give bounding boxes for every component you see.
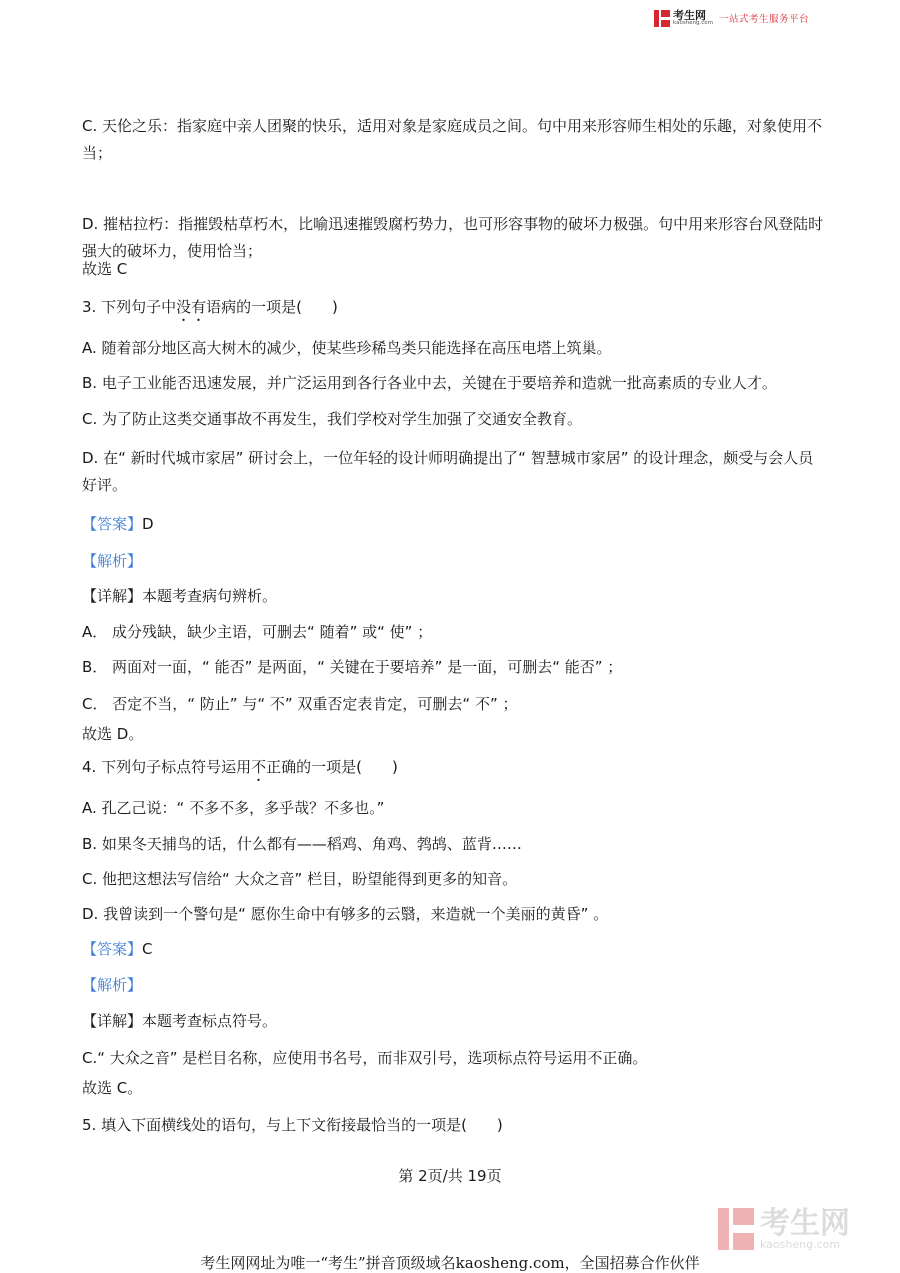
q4-option-b: B. 如果冬天捕鸟的话，什么都有——稻鸡、角鸡、鹁鸪、蓝背…… xyxy=(82,835,522,853)
conclusion-q3: 故选 D。 xyxy=(82,725,144,743)
logo-name: 考生网 xyxy=(673,8,706,22)
q4-option-d: D. 我曾读到一个警句是“ 愿你生命中有够多的云翳，来造就一个美丽的黄昏” 。 xyxy=(82,905,609,923)
watermark-domain: kaosheng.com xyxy=(760,1237,841,1251)
detail-q4-c: C.“ 大众之音” 是栏目名称，应使用书名号，而非双引号，选项标点符号运用不正确。 xyxy=(82,1049,648,1067)
conclusion-q4: 故选 C。 xyxy=(82,1079,143,1097)
detail-q3: 【详解】本题考查病句辨析。 xyxy=(82,587,278,605)
q3-option-c: C. 为了防止这类交通事故不再发生，我们学校对学生加强了交通安全教育。 xyxy=(82,410,583,428)
detail-q3-b: B． 两面对一面，“ 能否” 是两面，“ 关键在于要培养” 是一面，可删去“ 能否” ； xyxy=(82,658,623,676)
logo-slogan: 一站式考生服务平台 xyxy=(719,14,810,25)
q4-option-c: C. 他把这想法写信给“ 大众之音” 栏目，盼望能得到更多的知音。 xyxy=(82,870,518,888)
option-c-explanation: C. 天伦之乐：指家庭中亲人团聚的快乐，适用对象是家庭成员之间。句中用来形容师生相处的乐趣，对象使用不当； xyxy=(82,117,823,162)
emphasis-mark: 没有 xyxy=(176,298,207,316)
page-number: 第 2页/共 19页 xyxy=(398,1167,502,1185)
watermark-logo xyxy=(718,1205,850,1251)
header-logo xyxy=(654,8,809,28)
question-5: 5. 填入下面横线处的语句，与上下文衔接最恰当的一项是( ) xyxy=(82,1116,503,1134)
logo-domain: kaosheng.com xyxy=(673,19,714,26)
detail-q4: 【详解】本题考查标点符号。 xyxy=(82,1012,278,1030)
answer-q3: 【答案】D xyxy=(82,515,154,533)
kaosheng-watermark-icon xyxy=(718,1208,754,1250)
q3-option-a: A. 随着部分地区高大树木的减少，使某些珍稀鸟类只能选择在高压电塔上筑巢。 xyxy=(82,339,612,357)
detail-q3-a: A． 成分残缺，缺少主语，可删去“ 随着” 或“ 使” ； xyxy=(82,623,433,641)
analysis-label-q4: 【解析】 xyxy=(82,976,143,994)
q4-option-a: A. 孔乙己说：“ 不多不多，多乎哉？不多也。” xyxy=(82,799,385,817)
q3-option-b: B. 电子工业能否迅速发展，并广泛运用到各行各业中去，关键在于要培养和造就一批高素质的专业人才。 xyxy=(82,374,777,392)
conclusion-q2: 故选 C xyxy=(82,260,128,278)
emphasis-mark: 不 xyxy=(251,758,267,776)
detail-q3-c: C． 否定不当，“ 防止” 与“ 不” 双重否定表肯定，可删去“ 不” ； xyxy=(82,695,518,713)
q3-option-d: D. 在“ 新时代城市家居” 研讨会上，一位年轻的设计师明确提出了“ 智慧城市家居” 的设计理念，颇受与会人员好评。 xyxy=(82,449,814,494)
footer-note: 考生网网址为唯一“考生”拼音顶级域名kaosheng.com，全国招募合作伙伴 xyxy=(200,1254,700,1272)
analysis-label-q3: 【解析】 xyxy=(82,552,143,570)
option-d-explanation: D. 摧枯拉朽：指摧毁枯草朽木，比喻迅速摧毁腐朽势力，也可形容事物的破坏力极强。句中用来形容台风登陆时强大的破坏力，使用恰当； xyxy=(82,215,824,260)
kaosheng-logo-icon xyxy=(654,10,670,27)
question-3: 3. 下列句子中没有语病的一项是( ) xyxy=(82,298,338,316)
watermark-name: 考生网 xyxy=(760,1205,850,1241)
answer-q4: 【答案】C xyxy=(82,940,153,958)
question-4: 4. 下列句子标点符号运用不正确的一项是( ) xyxy=(82,758,398,776)
